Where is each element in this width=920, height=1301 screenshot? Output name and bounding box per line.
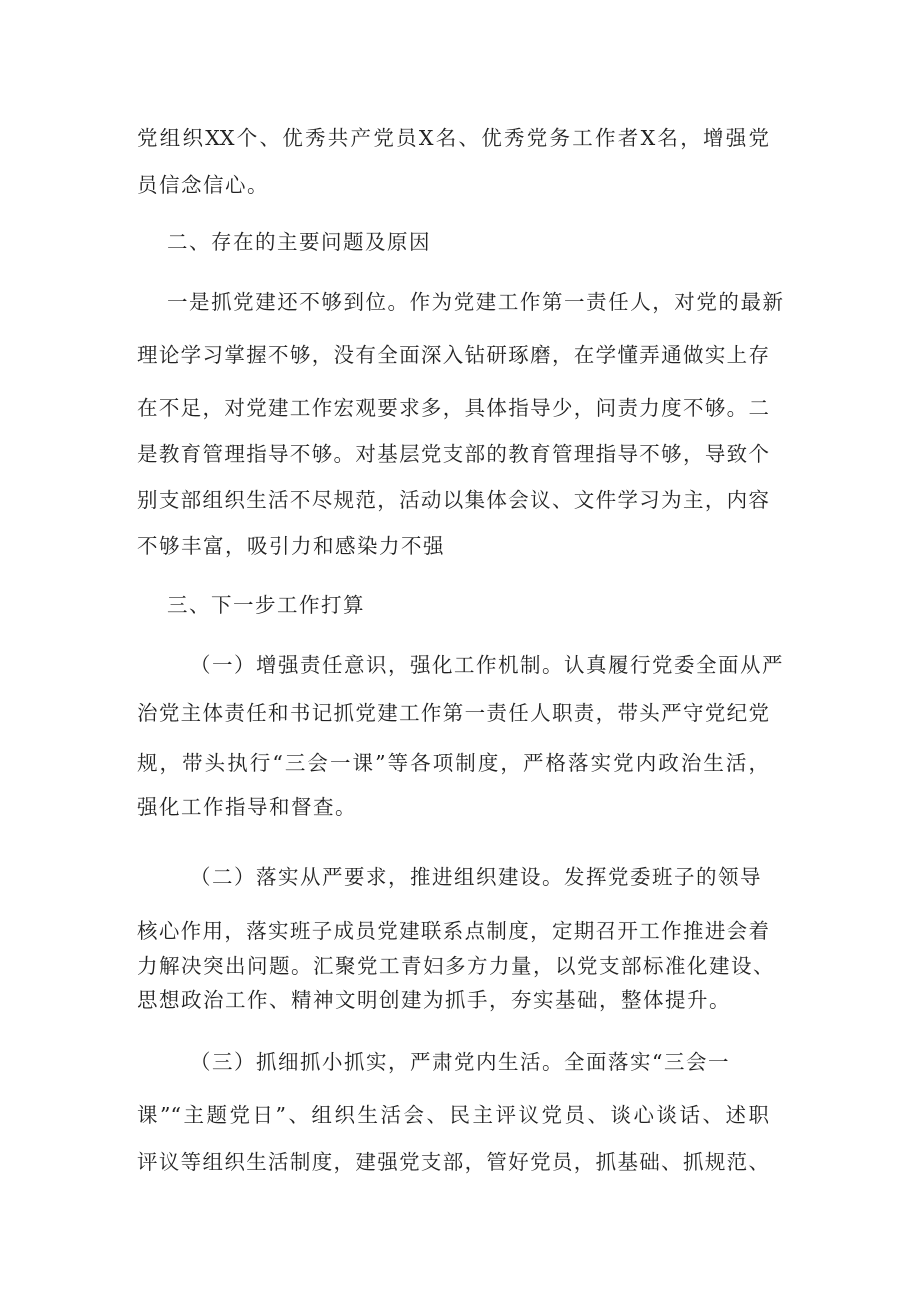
paragraph-line: 理论学习掌握不够，没有全面深入钻研琢磨，在学懂弄通做实上存 bbox=[137, 343, 769, 367]
paragraph-line: 强化工作指导和督查。 bbox=[137, 795, 357, 819]
paragraph-line: 评议等组织生活制度，建强党支部，管好党员，抓基础、抓规范、 bbox=[137, 1150, 769, 1174]
paragraph-line: 一是抓党建还不够到位。作为党建工作第一责任人，对党的最新 bbox=[167, 290, 783, 314]
paragraph-line: 思想政治工作、精神文明创建为抓手，夯实基础，整体提升。 bbox=[137, 988, 731, 1012]
paragraph-line: 是教育管理指导不够。对基层党支部的教育管理指导不够，导致个 bbox=[137, 442, 769, 466]
section-heading: 二、存在的主要问题及原因 bbox=[167, 230, 431, 254]
paragraph-line: 在不足，对党建工作宏观要求多，具体指导少，问责力度不够。二 bbox=[137, 396, 769, 420]
section-heading: 三、下一步工作打算 bbox=[167, 593, 365, 617]
paragraph-line: 员信念信心。 bbox=[137, 173, 269, 197]
paragraph-line: （一）增强责任意识，强化工作机制。认真履行党委全面从严 bbox=[190, 653, 784, 677]
paragraph-line: 力解决突出问题。汇聚党工青妇多方力量，以党支部标准化建设、 bbox=[137, 954, 775, 978]
paragraph-line: （三）抓细抓小抓实，严肃党内生活。全面落实“三会一 bbox=[190, 1050, 730, 1074]
paragraph-line: 党组织XX个、优秀共产党员X名、优秀党务工作者X名，增强党 bbox=[137, 126, 769, 150]
paragraph-line: 课”“主题党日”、组织生活会、民主评议党员、谈心谈话、述职 bbox=[137, 1103, 769, 1127]
paragraph-line: 治党主体责任和书记抓党建工作第一责任人职责，带头严守党纪党 bbox=[137, 701, 769, 725]
paragraph-line: 核心作用，落实班子成员党建联系点制度，定期召开工作推进会着 bbox=[137, 919, 769, 943]
paragraph-line: 别支部组织生活不尽规范，活动以集体会议、文件学习为主，内容 bbox=[137, 488, 769, 512]
paragraph-line: 不够丰富，吸引力和感染力不强 bbox=[137, 534, 445, 558]
paragraph-line: （二）落实从严要求，推进组织建设。发挥党委班子的领导 bbox=[190, 865, 762, 889]
paragraph-line: 规，带头执行“三会一课”等各项制度，严格落实党内政治生活， bbox=[137, 751, 769, 775]
